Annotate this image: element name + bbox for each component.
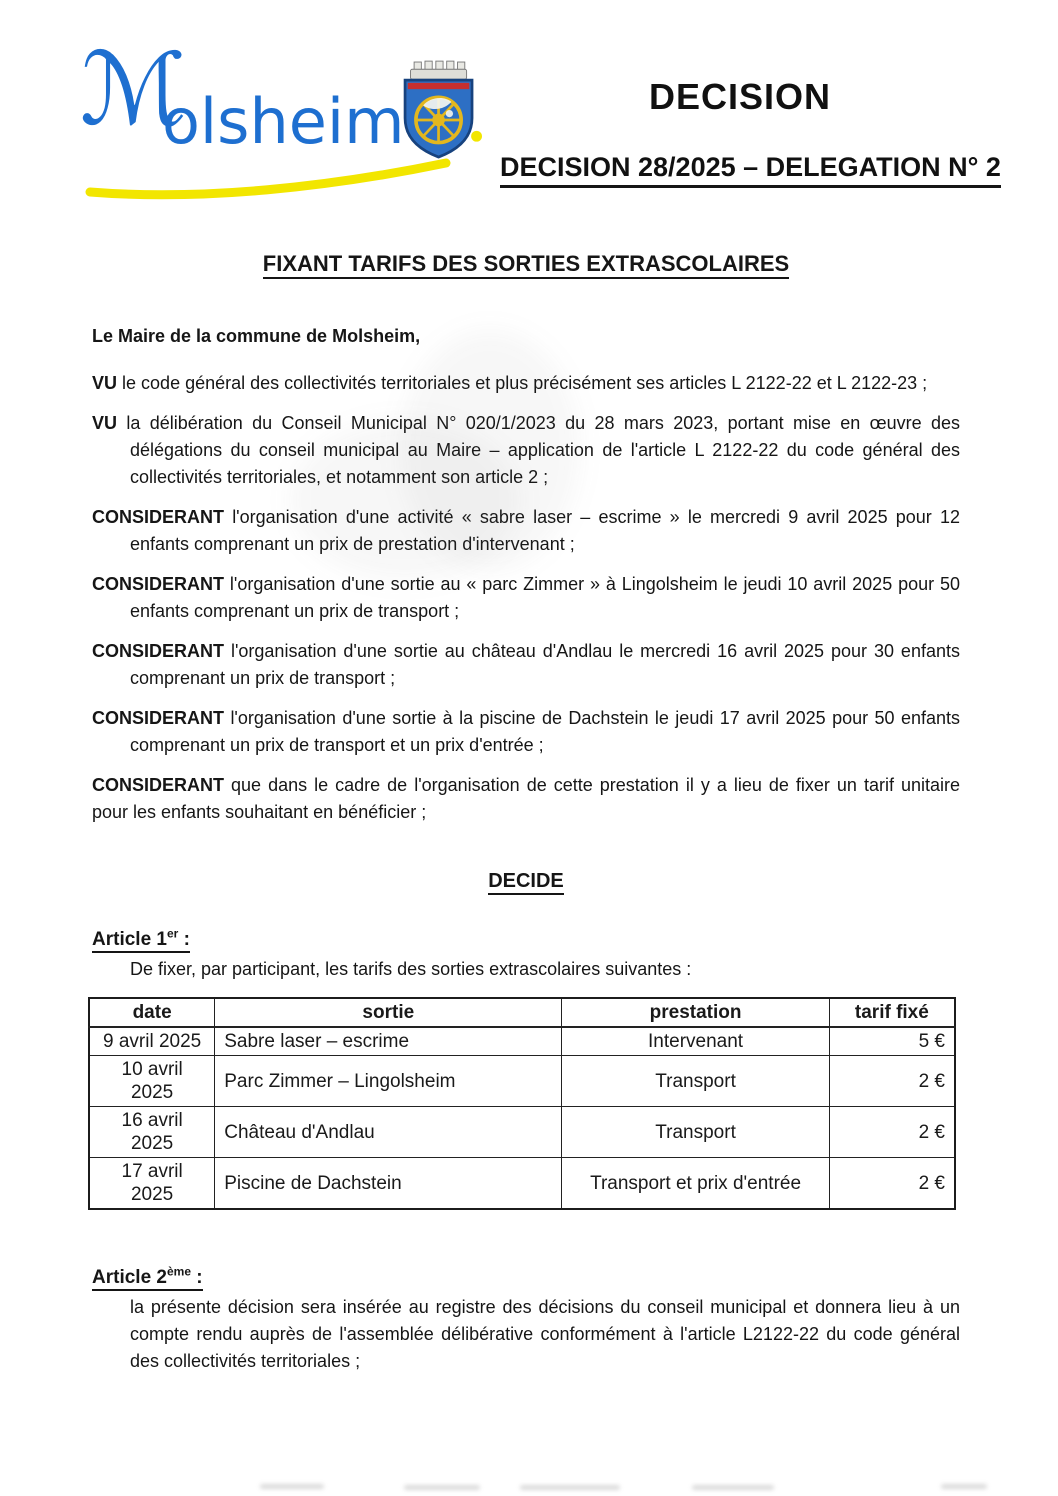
- article-1-heading: Article 1er :: [92, 921, 960, 953]
- table-row: [89, 1107, 955, 1158]
- watermark-smudge: [290, 420, 520, 580]
- recital-label: CONSIDERANT: [92, 507, 225, 527]
- recital-label: CONSIDERANT: [92, 641, 225, 661]
- cell-prestation: Transport et prix d'entrée: [562, 1158, 829, 1210]
- recital-text: l'organisation d'une sortie au « parc Zimmer » à Lingolsheim le jeudi 10 avril 2025 pour 50 enfants comprenant un prix de transport ;: [130, 574, 960, 621]
- article-2-heading: Article 2ème :: [92, 1258, 960, 1290]
- recital-text: l'organisation d'une activité « sabre laser – escrime » le mercredi 9 avril 2025 pour 12 enfants comprenant un prix de prestation d'intervenant ;: [130, 507, 960, 554]
- scan-artifact: [260, 1484, 324, 1489]
- cell-sortie: Château d'Andlau: [215, 1107, 562, 1158]
- col-header-sortie: sortie: [215, 998, 562, 1027]
- logo-underline-swoosh-icon: [82, 154, 454, 200]
- col-header-tarif: tarif fixé: [829, 998, 955, 1027]
- cell-prestation: Intervenant: [562, 1027, 829, 1056]
- cell-tarif: 2 €: [829, 1107, 955, 1158]
- recital-text: le code général des collectivités territoriales et plus précisément ses articles L 2122-22 et L 2122-23 ;: [122, 373, 928, 393]
- logo-monogram: ℳ: [80, 31, 187, 148]
- scan-artifact: [520, 1485, 620, 1490]
- cell-date: 16 avril 2025: [89, 1107, 215, 1158]
- table-row: [89, 1158, 955, 1210]
- document-subtitle-wrap: [500, 152, 1001, 188]
- col-header-date: date: [89, 998, 215, 1027]
- article-2-body: la présente décision sera insérée au registre des décisions du conseil municipal et donnera lieu à un compte rendu auprès de l'assemblée délibérative conformément à l'article L2122-22 du code général des collectivités territoriales ;: [130, 1296, 960, 1371]
- document-title: DECISION: [648, 76, 832, 117]
- table-row: [89, 1027, 955, 1056]
- recital-label: CONSIDERANT: [92, 775, 225, 795]
- cell-date: 17 avril 2025: [89, 1158, 215, 1210]
- tarifs-table: [88, 997, 956, 1210]
- recital-text: la délibération du Conseil Municipal N° 020/1/2023 du 28 mars 2023, portant mise en œuvre des délégations du conseil municipal au Maire – application de l'article L 2122-22 du code général des collectivités territoriales, et notamment son article 2 ;: [126, 413, 960, 487]
- scan-artifact: [692, 1485, 774, 1490]
- cell-prestation: Transport: [562, 1056, 829, 1107]
- cell-prestation: Transport: [562, 1107, 829, 1158]
- scan-artifact: [404, 1485, 480, 1490]
- recital-label: VU: [92, 413, 118, 433]
- cell-date: 10 avril 2025: [89, 1056, 215, 1107]
- recital-considerant-5: [92, 772, 960, 826]
- intro-line: Le Maire de la commune de Molsheim,: [92, 326, 421, 346]
- recital-text: l'organisation d'une sortie à la piscine de Dachstein le jeudi 17 avril 2025 pour 50 enfants comprenant un prix de transport et un prix d'entrée ;: [130, 708, 960, 755]
- recital-considerant-3: [92, 638, 960, 692]
- table-row: [89, 1056, 955, 1107]
- molsheim-crest-icon: [396, 60, 482, 160]
- recital-label: VU: [92, 373, 118, 393]
- recital-label: CONSIDERANT: [92, 708, 225, 728]
- header-title-block: [500, 76, 1001, 188]
- document-subtitle: DECISION 28/2025 – DELEGATION N° 2: [500, 152, 1001, 188]
- cell-tarif: 2 €: [829, 1056, 955, 1107]
- article-1-body: De fixer, par participant, les tarifs des sorties extrascolaires suivantes :: [130, 959, 692, 980]
- recital-text: l'organisation d'une sortie au château d'Andlau le mercredi 16 avril 2025 pour 30 enfants comprenant un prix de transport ;: [130, 641, 960, 688]
- recital-label: CONSIDERANT: [92, 574, 225, 594]
- article-2-section: [92, 1258, 960, 1374]
- cell-tarif: 5 €: [829, 1027, 955, 1056]
- col-header-prestation: prestation: [562, 998, 829, 1027]
- document-object-heading: FIXANT TARIFS DES SORTIES EXTRASCOLAIRES: [92, 250, 960, 277]
- table-header-row: [89, 998, 955, 1027]
- recital-considerant-4: [92, 705, 960, 759]
- scan-artifact: [941, 1484, 987, 1489]
- cell-date: 9 avril 2025: [89, 1027, 215, 1056]
- cell-sortie: Piscine de Dachstein: [215, 1158, 562, 1210]
- logo-wordmark: olsheim: [162, 85, 405, 158]
- recital-considerant-2: [92, 571, 960, 625]
- cell-sortie: Parc Zimmer – Lingolsheim: [215, 1056, 562, 1107]
- decide-heading: DECIDE: [92, 868, 960, 895]
- article-2-sup: ème: [166, 1264, 192, 1279]
- cell-sortie: Sabre laser – escrime: [215, 1027, 562, 1056]
- cell-tarif: 2 €: [829, 1158, 955, 1210]
- article-1-sup: er: [166, 927, 179, 941]
- recital-text: que dans le cadre de l'organisation de cette prestation il y a lieu de fixer un tarif unitaire pour les enfants souhaitant en bénéficier ;: [92, 775, 960, 822]
- molsheim-logo: [80, 31, 510, 198]
